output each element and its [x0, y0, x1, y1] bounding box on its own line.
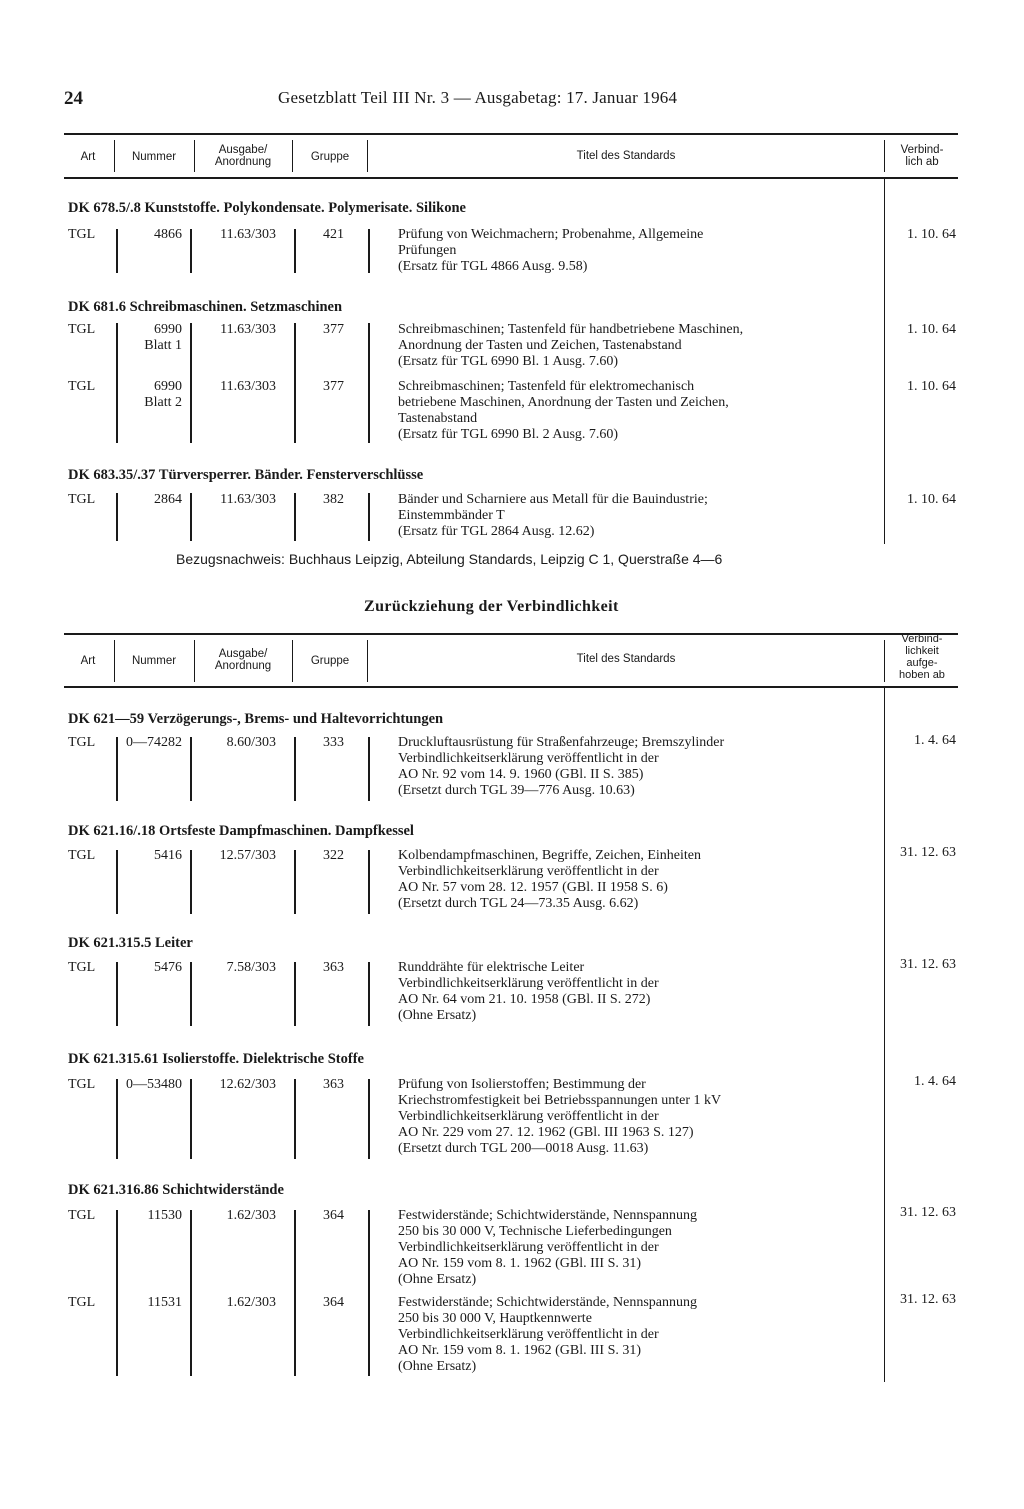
row-divider	[116, 962, 118, 1026]
row-art: TGL	[68, 379, 96, 394]
table2-col-verbindlich	[886, 633, 958, 681]
section-heading: DK 621.16/.18 Ortsfeste Dampfmaschinen. Dampfkessel	[68, 823, 414, 839]
title-line: betriebene Maschinen, Anordnung der Tasten und Zeichen,	[398, 395, 729, 410]
row-nummer: 0—53480	[126, 1077, 182, 1092]
title-line: Prüfung von Isolierstoffen; Bestimmung der	[398, 1077, 646, 1092]
title-line: (Ohne Ersatz)	[398, 1272, 477, 1287]
row-divider	[190, 1079, 192, 1159]
title-line: Verbindlichkeitserklärung veröffentlicht in der	[398, 976, 659, 991]
row-art: TGL	[68, 1208, 96, 1223]
table2-header-divider	[292, 640, 293, 682]
table1-col-ausgabe-line1: Ausgabe/	[218, 144, 268, 156]
table2-top-rule	[64, 633, 958, 635]
title-line: Druckluftausrüstung für Straßenfahrzeuge; Bremszylinder	[398, 735, 725, 750]
table1-col-art: Art	[80, 151, 96, 163]
row-art: TGL	[68, 492, 96, 507]
row-art: TGL	[68, 227, 96, 242]
table2-col-ausgabe-line1: Ausgabe/	[218, 648, 268, 660]
section-heading: DK 681.6 Schreibmaschinen. Setzmaschinen	[68, 299, 343, 315]
row-divider	[190, 850, 192, 914]
row-nummer: 5416	[154, 848, 182, 863]
row-ausgabe: 11.63/303	[220, 379, 276, 394]
row-ausgabe: 11.63/303	[220, 492, 276, 507]
title-line: Prüfungen	[398, 243, 457, 258]
row-divider	[190, 1210, 192, 1376]
table1-col-verb-line1: Verbind-	[900, 144, 944, 156]
row-ausgabe: 12.62/303	[219, 1077, 276, 1092]
title-line: (Ersatz für TGL 2864 Ausg. 12.62)	[398, 524, 595, 539]
title-line: (Ersetzt durch TGL 39—776 Ausg. 10.63)	[398, 783, 635, 798]
row-ausgabe: 11.63/303	[220, 322, 276, 337]
table2-col-verb-line2: lichkeit	[905, 645, 939, 657]
row-nummer: 11531	[147, 1295, 182, 1310]
row-verbindlich: 31. 12. 63	[900, 1292, 956, 1307]
row-divider	[190, 493, 192, 541]
row-divider	[368, 323, 370, 443]
row-title	[398, 1295, 884, 1375]
table2-col-art: Art	[80, 655, 96, 667]
row-divider	[190, 229, 192, 273]
row-nummer: 5476	[154, 960, 182, 975]
row-ausgabe: 11.63/303	[220, 227, 276, 242]
row-divider	[294, 1079, 296, 1159]
section-heading: DK 621.316.86 Schichtwiderstände	[68, 1182, 284, 1198]
row-verbindlich: 1. 4. 64	[914, 1074, 956, 1089]
row-title	[398, 1077, 884, 1157]
row-nummer: 11530	[147, 1208, 182, 1223]
row-divider	[116, 493, 118, 541]
row-title	[398, 735, 884, 799]
row-divider	[116, 1079, 118, 1159]
row-divider	[116, 229, 118, 273]
title-line: 250 bis 30 000 V, Technische Lieferbedingungen	[398, 1224, 672, 1239]
title-line: Prüfung von Weichmachern; Probenahme, Allgemeine	[398, 227, 704, 242]
row-title	[398, 322, 884, 370]
row-gruppe: 377	[323, 322, 344, 337]
table2-header-divider	[884, 640, 885, 682]
title-line: Bänder und Scharniere aus Metall für die Bauindustrie;	[398, 492, 708, 507]
row-title	[398, 960, 884, 1024]
row-gruppe: 363	[323, 1077, 344, 1092]
section-heading: DK 621.315.5 Leiter	[68, 935, 193, 951]
title-line: Verbindlichkeitserklärung veröffentlicht in der	[398, 1109, 659, 1124]
table1-header-divider	[884, 140, 885, 172]
row-divider	[294, 850, 296, 914]
row-title	[398, 848, 884, 912]
row-verbindlich: 31. 12. 63	[900, 845, 956, 860]
row-divider	[294, 493, 296, 541]
page-number: 24	[64, 88, 83, 109]
table2-header-divider	[194, 640, 195, 682]
row-gruppe: 421	[323, 227, 344, 242]
row-divider	[368, 229, 370, 273]
row-nummer-blatt: Blatt 2	[144, 395, 182, 410]
row-ausgabe: 7.58/303	[226, 960, 276, 975]
bezugsnachweis-note: Bezugsnachweis: Buchhaus Leipzig, Abteilung Standards, Leipzig C 1, Querstraße 4—6	[176, 551, 723, 567]
row-nummer-main: 6990	[154, 379, 182, 394]
row-divider	[190, 962, 192, 1026]
title-line: (Ersatz für TGL 6990 Bl. 1 Ausg. 7.60)	[398, 354, 619, 369]
title-line: Festwiderstände; Schichtwiderstände, Nennspannung	[398, 1295, 697, 1310]
title-line: AO Nr. 229 vom 27. 12. 1962 (GBl. III 1963 S. 127)	[398, 1125, 694, 1140]
title-line: Anordnung der Tasten und Zeichen, Tastenabstand	[398, 338, 682, 353]
row-title	[398, 492, 884, 540]
row-art: TGL	[68, 1077, 96, 1092]
title-line: Runddrähte für elektrische Leiter	[398, 960, 585, 975]
table2-header-divider	[114, 640, 115, 682]
row-verbindlich: 1. 10. 64	[907, 322, 956, 337]
section-heading: DK 621—59 Verzögerungs-, Brems- und Haltevorrichtungen	[68, 711, 444, 727]
title-line: AO Nr. 64 vom 21. 10. 1958 (GBl. II S. 272)	[398, 992, 651, 1007]
row-verbindlich: 1. 10. 64	[907, 492, 956, 507]
table2-col-titel: Titel des Standards	[576, 653, 676, 665]
title-line: AO Nr. 92 vom 14. 9. 1960 (GBl. II S. 385)	[398, 767, 644, 782]
title-line: (Ersetzt durch TGL 24—73.35 Ausg. 6.62)	[398, 896, 639, 911]
row-divider	[368, 1210, 370, 1376]
row-ausgabe: 1.62/303	[226, 1295, 276, 1310]
row-divider	[116, 1210, 118, 1376]
title-line: (Ersetzt durch TGL 200—0018 Ausg. 11.63)	[398, 1141, 649, 1156]
row-gruppe: 364	[323, 1295, 344, 1310]
row-verbindlich: 1. 4. 64	[914, 733, 956, 748]
row-nummer: 4866	[154, 227, 182, 242]
row-art: TGL	[68, 735, 96, 750]
row-nummer-blatt: Blatt 1	[144, 338, 182, 353]
row-title	[398, 227, 884, 275]
section-heading: DK 678.5/.8 Kunststoffe. Polykondensate. Polymerisate. Silikone	[68, 200, 466, 216]
row-divider	[190, 323, 192, 443]
table1-col-gruppe: Gruppe	[310, 151, 350, 163]
title-line: AO Nr. 57 vom 28. 12. 1957 (GBl. II 1958 S. 6)	[398, 880, 668, 895]
row-title	[398, 1208, 884, 1288]
row-divider	[294, 229, 296, 273]
row-divider	[368, 850, 370, 914]
title-line: (Ersatz für TGL 6990 Bl. 2 Ausg. 7.60)	[398, 427, 619, 442]
row-ausgabe: 1.62/303	[226, 1208, 276, 1223]
table2-col-gruppe: Gruppe	[310, 655, 350, 667]
table1-col-ausgabe	[196, 144, 290, 168]
row-nummer: 0—74282	[126, 735, 182, 750]
row-gruppe: 322	[323, 848, 344, 863]
table1-col-verb-line2: lich ab	[905, 156, 939, 168]
section-title-zurueckziehung: Zurückziehung der Verbindlichkeit	[364, 598, 619, 615]
row-divider	[116, 323, 118, 443]
row-divider	[368, 1079, 370, 1159]
row-ausgabe: 12.57/303	[219, 848, 276, 863]
row-gruppe: 363	[323, 960, 344, 975]
row-divider	[190, 737, 192, 801]
table2-col-verb-line3: aufge-	[906, 657, 938, 669]
title-line: Verbindlichkeitserklärung veröffentlicht in der	[398, 864, 659, 879]
row-verbindlich: 1. 10. 64	[907, 227, 956, 242]
table2-col-verb-line4: hoben ab	[899, 669, 945, 681]
title-line: Tastenabstand	[398, 411, 478, 426]
title-line: (Ersatz für TGL 4866 Ausg. 9.58)	[398, 259, 588, 274]
table1-header-divider	[367, 140, 368, 172]
table1-header-rule	[64, 177, 958, 179]
row-divider	[116, 737, 118, 801]
row-art: TGL	[68, 848, 96, 863]
table1-top-rule	[64, 133, 958, 135]
title-line: Schreibmaschinen; Tastenfeld für handbetriebene Maschinen,	[398, 322, 744, 337]
row-divider	[368, 493, 370, 541]
row-divider	[116, 850, 118, 914]
row-nummer: 2864	[154, 492, 182, 507]
table2-col-nummer: Nummer	[131, 655, 177, 667]
row-gruppe: 377	[323, 379, 344, 394]
title-line: Einstemmbänder T	[398, 508, 505, 523]
row-divider	[294, 323, 296, 443]
row-divider	[368, 962, 370, 1026]
row-gruppe: 382	[323, 492, 344, 507]
title-line: (Ohne Ersatz)	[398, 1008, 477, 1023]
table1-col-verbindlich	[886, 144, 958, 168]
row-art: TGL	[68, 960, 96, 975]
table2-col-verb-line1: Verbind-	[901, 633, 943, 645]
table2-header-divider	[367, 640, 368, 682]
row-divider	[294, 962, 296, 1026]
title-line: Kolbendampfmaschinen, Begriffe, Zeichen, Einheiten	[398, 848, 701, 863]
page-header: Gesetzblatt Teil III Nr. 3 — Ausgabetag: 17. Januar 1964	[278, 88, 678, 107]
title-line: Kriechstromfestigkeit bei Betriebsspannungen unter 1 kV	[398, 1093, 722, 1108]
row-ausgabe: 8.60/303	[226, 735, 276, 750]
table1-header-divider	[114, 140, 115, 172]
title-line: Verbindlichkeitserklärung veröffentlicht in der	[398, 1327, 659, 1342]
table1-header-divider	[292, 140, 293, 172]
title-line: 250 bis 30 000 V, Hauptkennwerte	[398, 1311, 592, 1326]
row-divider	[294, 1210, 296, 1376]
title-line: Verbindlichkeitserklärung veröffentlicht in der	[398, 1240, 659, 1255]
table1-col-ausgabe-line2: Anordnung	[214, 156, 272, 168]
row-divider	[294, 737, 296, 801]
row-art: TGL	[68, 322, 96, 337]
table2-col-ausgabe-line2: Anordnung	[214, 660, 272, 672]
row-title	[398, 379, 884, 443]
table2-right-divider	[884, 688, 885, 1382]
table1-col-nummer: Nummer	[131, 151, 177, 163]
row-verbindlich: 31. 12. 63	[900, 957, 956, 972]
title-line: Festwiderstände; Schichtwiderstände, Nennspannung	[398, 1208, 697, 1223]
row-nummer	[116, 379, 182, 411]
row-verbindlich: 1. 10. 64	[907, 379, 956, 394]
table1-col-titel: Titel des Standards	[576, 150, 676, 162]
title-line: AO Nr. 159 vom 8. 1. 1962 (GBl. III S. 31)	[398, 1343, 642, 1358]
table2-header-rule	[64, 686, 958, 688]
row-gruppe: 333	[323, 735, 344, 750]
row-verbindlich: 31. 12. 63	[900, 1205, 956, 1220]
row-nummer-main: 6990	[154, 322, 182, 337]
row-divider	[368, 737, 370, 801]
table1-header-divider	[194, 140, 195, 172]
section-heading: DK 683.35/.37 Türversperrer. Bänder. Fensterverschlüsse	[68, 467, 424, 483]
title-line: (Ohne Ersatz)	[398, 1359, 477, 1374]
row-art: TGL	[68, 1295, 96, 1310]
row-gruppe: 364	[323, 1208, 344, 1223]
section-heading: DK 621.315.61 Isolierstoffe. Dielektrische Stoffe	[68, 1051, 364, 1067]
title-line: AO Nr. 159 vom 8. 1. 1962 (GBl. III S. 31)	[398, 1256, 642, 1271]
row-nummer	[116, 322, 182, 354]
title-line: Schreibmaschinen; Tastenfeld für elektromechanisch	[398, 379, 695, 394]
table2-col-ausgabe	[196, 648, 290, 672]
title-line: Verbindlichkeitserklärung veröffentlicht in der	[398, 751, 659, 766]
